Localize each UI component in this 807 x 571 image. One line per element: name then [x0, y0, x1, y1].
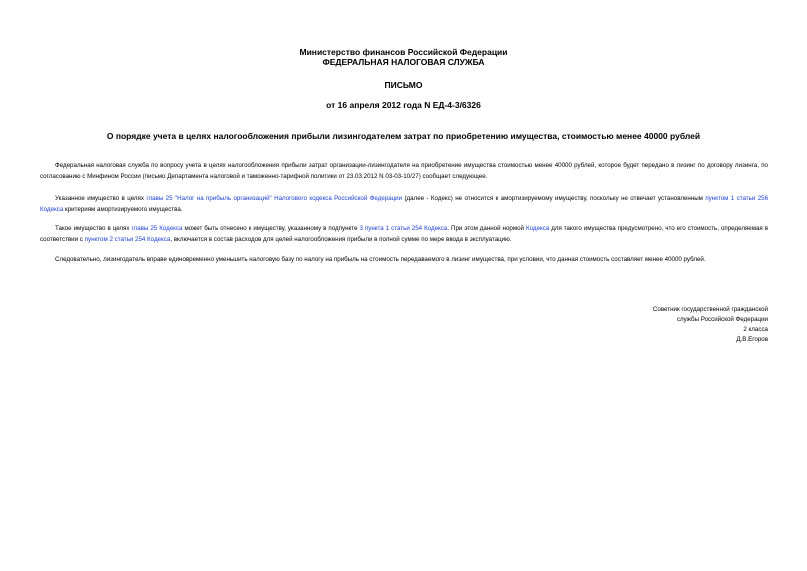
- link-article-254-point-1-sub-3[interactable]: 3 пункта 1 статьи 254 Кодекса: [359, 225, 448, 232]
- document-title: О порядке учета в целях налогообложения прибыли лизингодателем затрат по приобретению имущества, стоимостью менее 40000 рублей: [106, 131, 701, 141]
- paragraph-2: [40, 193, 768, 215]
- document-date-number: от 16 апреля 2012 года N ЕД-4-3/6326: [326, 100, 481, 110]
- link-article-256-point-1[interactable]: пунктом 1 статьи 256 Кодекса: [40, 195, 769, 213]
- paragraph-3-text: . При этом данной нормой: [447, 225, 526, 232]
- paragraph-3: [40, 223, 768, 245]
- paragraph-2-text: (далее - Кодекс) не относится к амортизируемому имуществу, поскольку не отвечает установленным: [402, 195, 706, 202]
- link-chapter-25-code[interactable]: главы 25 Кодекса: [131, 225, 183, 232]
- paragraph-3-text: может быть отнесено к имуществу, указанному в подпункте: [182, 225, 360, 232]
- paragraph-4: [40, 254, 768, 265]
- paragraph-1-text: Федеральная налоговая служба по вопросу учета в целях налогообложения прибыли затрат организации-лизингодателя на приобретение имущества стоимостью менее 40000 рублей, которое будет передано в лизинг по договору лизинга, по согласованию с Минфином России (письмо Департамента налоговой и таможенно-тарифной политики от 23.03.2012 N 03-03-10/27) сообщает следующее.: [40, 162, 768, 180]
- link-code[interactable]: Кодекса: [525, 225, 550, 232]
- document-type: ПИСЬМО: [384, 80, 423, 90]
- paragraph-4-text: Следовательно, лизингодатель вправе единовременно уменьшить налоговую базу по налогу на прибыль на стоимость передаваемого в лизинг имущества, при условии, что данная стоимость составляет менее 40000 рублей.: [55, 256, 706, 263]
- paragraph-3-text: для такого имущества предусмотрено, что его стоимость, определяемая в соответствии с: [40, 225, 769, 243]
- paragraph-3-text: , включается в состав расходов для целей налогообложения прибыли в полной сумме по мере ввода в эксплуатацию.: [170, 236, 512, 243]
- signature-title-line-1: Советник государственной гражданской: [652, 306, 768, 313]
- service-name: ФЕДЕРАЛЬНАЯ НАЛОГОВАЯ СЛУЖБА: [322, 57, 485, 67]
- paragraph-2-text: Указанное имущество в целях: [55, 195, 147, 202]
- paragraph-3-text: Такое имущество в целях: [55, 225, 132, 232]
- signature-name: Д.В.Егоров: [736, 336, 768, 343]
- link-chapter-25-tax-code[interactable]: главы 25 "Налог на прибыль организаций" Налогового кодекса Российской Федерации: [146, 195, 403, 202]
- paragraph-1: [40, 160, 768, 182]
- ministry-name: Министерство финансов Российской Федерации: [299, 47, 508, 57]
- paragraph-2-text: критериям амортизируемого имущества.: [63, 206, 183, 213]
- signature-block: [653, 305, 768, 345]
- signature-title-line-2: службы Российской Федерации: [676, 316, 768, 323]
- link-article-254-point-2[interactable]: пунктом 2 статьи 254 Кодекса: [84, 236, 171, 243]
- signature-rank: 2 класса: [743, 326, 768, 333]
